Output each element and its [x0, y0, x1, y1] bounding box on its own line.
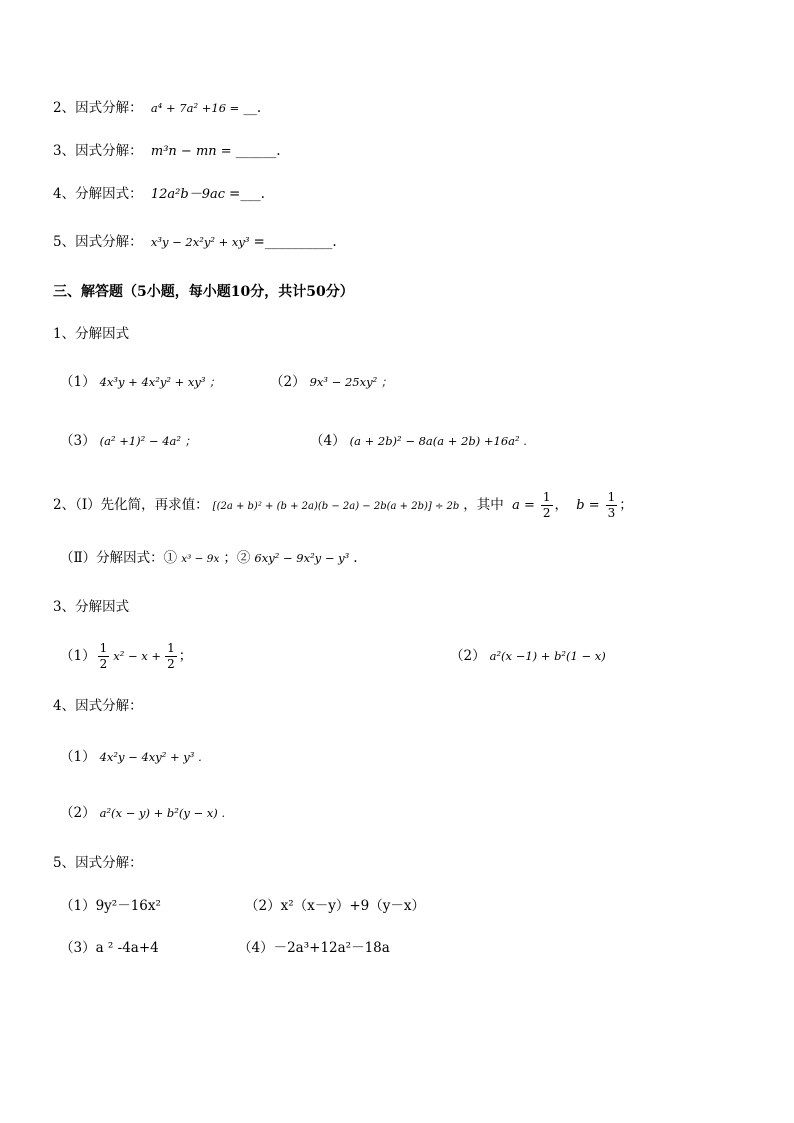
part-expression: 4x²y − 4xy² + y³ .: [99, 750, 202, 764]
question-3-label: 3、因式分解：: [53, 143, 143, 159]
fraction-1: [98, 641, 110, 672]
part-expression: (a + 2b)² − 8a(a + 2b) +16a² .: [349, 434, 527, 448]
part-label: （1）: [60, 648, 96, 664]
question-4-equals: =: [229, 186, 241, 202]
part-label: （Ⅱ）分解因式：①: [60, 550, 178, 566]
end-mark: ；: [619, 497, 633, 513]
problem-3-part-2: [450, 646, 610, 666]
part-label: （4）: [310, 433, 346, 449]
question-2-blank: __: [243, 100, 257, 116]
question-2-label: 2、因式分解：: [53, 100, 143, 116]
question-2-period: .: [256, 100, 262, 116]
part-expression: (a² +1)² − 4a² ；: [99, 434, 197, 448]
condition-text: ，其中: [463, 497, 504, 513]
problem-1-part-4: [310, 431, 531, 451]
part-label: 2、（Ⅰ）先化简，再求值：: [53, 497, 209, 513]
part-expression: a²(x −1) + b²(1 − x): [489, 649, 606, 663]
part-expression: 4x³y + 4x²y² + xy³ ；: [99, 375, 221, 389]
part-expression: 9x³ − 25xy² ；: [309, 375, 393, 389]
fraction-numerator: 1: [542, 490, 551, 504]
part-label: （2）: [270, 374, 306, 390]
problem-4-part-1: [60, 747, 206, 767]
problem-2-part-1: [53, 487, 633, 525]
part-label: （2）: [60, 805, 96, 821]
question-4-expression: 12a²b－9ac: [150, 187, 226, 202]
fraction-numerator: 1: [607, 490, 616, 504]
fraction-denominator: 2: [167, 657, 175, 671]
problem-5-part-4: （4）－2a³+12a²－18a: [238, 940, 390, 956]
fraction-numerator: 1: [167, 641, 175, 655]
question-5: [53, 232, 337, 252]
end-mark: .: [353, 550, 358, 566]
part-expression-2: 6xy² − 9x²y − y³: [254, 551, 350, 565]
problem-2-part-2: [60, 548, 358, 569]
problem-1-part-2: [270, 372, 396, 392]
separator: ；②: [223, 550, 251, 566]
problem-1-part-1: [60, 372, 225, 392]
question-3: [53, 141, 280, 162]
question-5-equals: =: [253, 234, 265, 250]
part-expression: a²(x − y) + b²(y − x) .: [99, 806, 226, 820]
problem-1-title: 1、分解因式: [53, 326, 130, 342]
problem-5-part-1: （1）9y²－16x²: [60, 898, 161, 914]
problem-5-title: 5、因式分解：: [53, 855, 143, 871]
fraction-denominator: 2: [99, 657, 108, 671]
question-5-period: .: [332, 234, 337, 250]
part-label: （2）: [450, 648, 486, 664]
problem-1-part-3: [60, 431, 200, 451]
question-4-blank: ___: [240, 186, 261, 202]
part-expression: x² − x +: [113, 649, 162, 663]
variable-a: a =: [512, 498, 535, 513]
part-expression-1: x³ − 9x: [181, 553, 220, 565]
problem-4-title: 4、因式分解：: [53, 698, 143, 714]
separator: ，: [554, 497, 568, 513]
question-4-period: .: [260, 186, 265, 202]
section-3-heading: 三、解答题（5小题，每小题10分，共计50分）: [53, 284, 354, 300]
problem-3-part-1: [60, 638, 192, 674]
part-label: （3）: [60, 433, 96, 449]
part-label: （1）: [60, 749, 96, 765]
end-mark: ；: [178, 648, 193, 664]
question-5-label: 5、因式分解：: [53, 234, 143, 250]
question-2-expression: a⁴ + 7a² +16 =: [150, 101, 240, 115]
problem-4-part-2: [60, 803, 229, 823]
fraction-numerator: 1: [99, 641, 108, 655]
part-label: （1）: [60, 374, 96, 390]
fraction-a: [541, 490, 553, 521]
part-expression: [(2a + b)² + (b + 2a)(b − 2a) − 2b(a + 2b)] ÷ 2b: [212, 501, 460, 512]
fraction-2: [165, 641, 177, 672]
fraction-denominator: 3: [607, 506, 616, 520]
question-4-label: 4、分解因式：: [53, 186, 143, 202]
question-3-period: .: [276, 143, 281, 159]
question-5-expression: x³y − 2x²y² + xy³: [150, 235, 250, 249]
fraction-denominator: 2: [542, 506, 551, 520]
problem-3-title: 3、分解因式: [53, 599, 130, 615]
problem-5-part-2: （2）x²（x－y）+9（y－x）: [245, 898, 425, 914]
question-2: [53, 98, 261, 118]
question-3-expression: m³n − mn =: [150, 144, 232, 159]
fraction-b: [606, 490, 618, 521]
question-4: [53, 184, 265, 205]
question-5-blank: __________: [264, 234, 333, 250]
problem-5-part-3: （3）a ² -4a+4: [60, 940, 159, 956]
question-3-blank: ______: [235, 143, 277, 159]
variable-b: b =: [576, 498, 600, 513]
